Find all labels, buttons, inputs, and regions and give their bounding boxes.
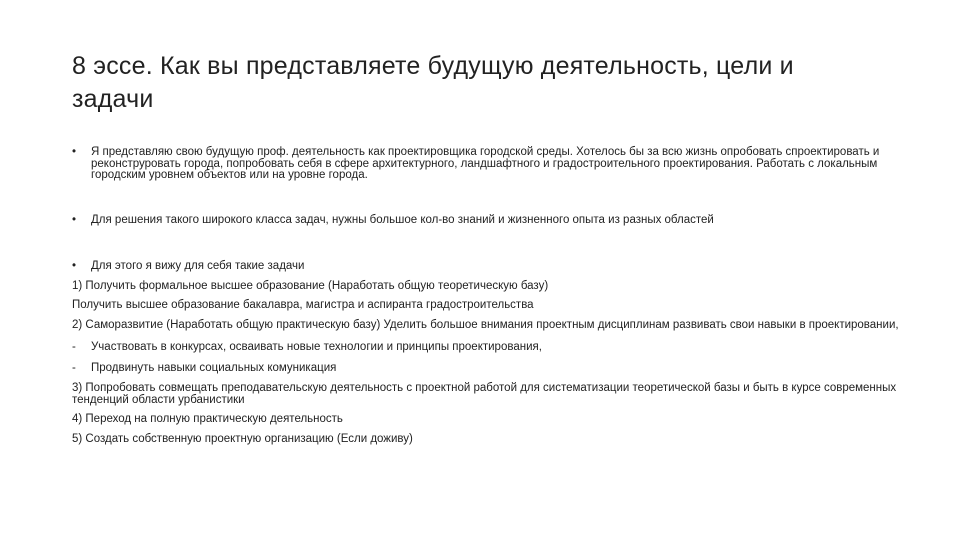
bullet-dot: • <box>72 146 77 158</box>
dash-item <box>72 342 902 354</box>
dash-text: Участвовать в конкурсах, осваивать новые технологии и принципы проектирования, <box>91 340 542 353</box>
dash-mark: - <box>72 362 76 375</box>
bullet-text: Для этого я вижу для себя такие задачи <box>91 259 305 272</box>
dash-text: Продвинуть навыки социальных комуникация <box>91 362 337 375</box>
bullet-item <box>72 147 902 182</box>
task-line: 2) Саморазвитие (Наработать общую практическую базу) Уделить большое внимания проектным дисциплинам развивать свои навыки в проектировании, <box>72 318 899 331</box>
slide-title: 8 эссе. Как вы представляете будущую деятельность, цели и задачи <box>72 52 794 113</box>
task-line: 4) Переход на полную практическую деятельность <box>72 413 343 426</box>
bullet-item <box>72 215 902 227</box>
bullet-text: Я представляю свою будущую проф. деятельность как проектировщика городской среды. Хотелось бы за всю жизнь опробовать спроектировать и реконструровать города, попробовать себя в сфере архитектурного, ландшафтного и градостроительного проектирования. Работать с локальным городским уровнем объектов или на уровне города. <box>91 146 880 182</box>
dash-item <box>72 363 902 375</box>
task-line: 1) Получить формальное высшее образование (Наработать общую теоретическую базу) <box>72 279 549 292</box>
bullet-dot: • <box>72 214 77 227</box>
dash-mark: - <box>72 340 76 353</box>
task-line: 5) Создать собственную проектную организацию (Если доживу) <box>72 433 413 446</box>
task-line: Получить высшее образование бакалавра, магистра и аспиранта градостроительства <box>72 299 534 312</box>
slide-content <box>72 144 902 446</box>
bullet-dot: • <box>72 259 77 272</box>
bullet-item <box>72 261 902 273</box>
bullet-text: Для решения такого широкого класса задач, нужны большое кол-во знаний и жизненного опыта из разных областей <box>91 214 714 227</box>
task-line: 3) Попробовать совмещать преподавательскую деятельность с проектной работой для систематизации теоретической базы и быть в курсе современных тенденций области урбанистики <box>72 382 897 406</box>
